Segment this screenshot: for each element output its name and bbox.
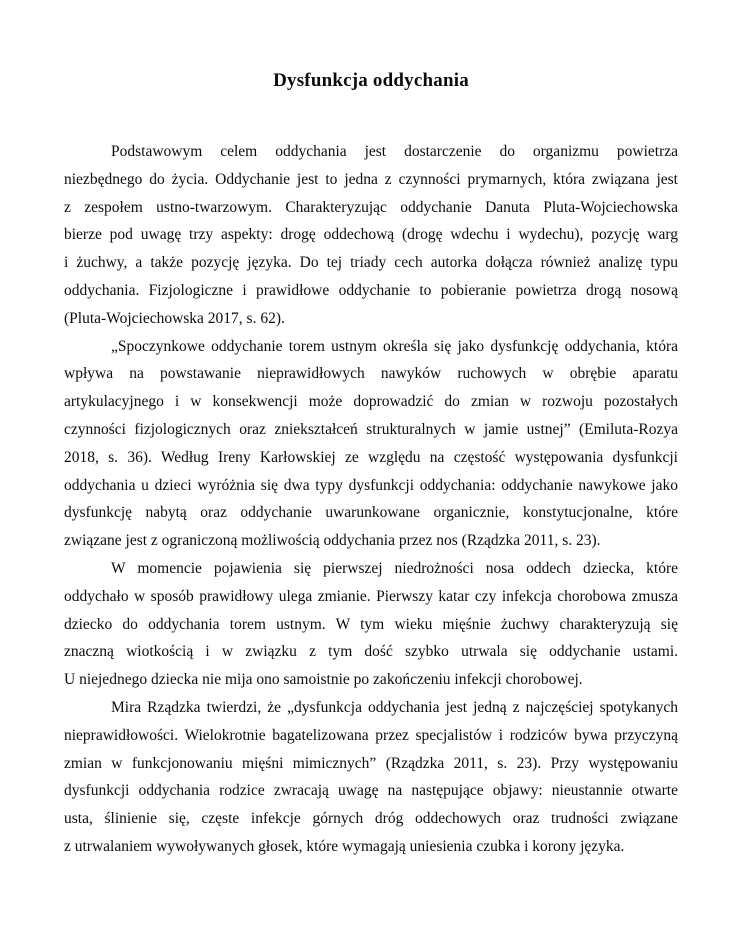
text-line: Mira Rządzka twierdzi, że „dysfunkcja oddychania jest jedną z najczęściej spotykanych — [111, 698, 678, 716]
document-title: Dysfunkcja oddychania — [273, 70, 469, 91]
text-line: bierze pod uwagę trzy aspekty: drogę oddechową (drogę wdechu i wydechu), pozycję warg — [64, 226, 678, 244]
text-line: oddychania. Fizjologiczne i prawidłowe oddychanie to pobieranie powietrza drogą nosową — [64, 281, 678, 299]
text-line: związane jest z ograniczoną możliwością oddychania przez nos (Rządzka 2011, s. 23). — [64, 532, 601, 550]
text-line: W momencie pojawienia się pierwszej niedrożności nosa oddech dziecka, które — [111, 559, 678, 577]
paragraph — [64, 333, 678, 555]
text-line: znaczną wiotkością i w związku z tym dość szybko utrwala się oddychanie ustami. — [64, 643, 678, 661]
text-line: dziecko do oddychania torem ustnym. W tym wieku mięśnie żuchwy charakteryzują się — [64, 615, 678, 633]
text-line: z utrwalaniem wywoływanych głosek, które wymagają uniesienia czubka i korony języka. — [64, 837, 625, 855]
text-line: wpływa na powstawanie nieprawidłowych nawyków ruchowych w obrębie aparatu — [64, 365, 678, 383]
text-line: dysfunkcji oddychania rodzice zwracają uwagę na następujące objawy: nieustannie otwarte — [64, 782, 678, 800]
text-line: U niejednego dziecka nie mija ono samoistnie po zakończeniu infekcji chorobowej. — [64, 671, 583, 689]
text-line: usta, ślinienie się, częste infekcje górnych dróg oddechowych oraz trudności związane — [64, 810, 678, 828]
text-line: dysfunkcję nabytą oraz oddychanie uwarunkowane organicznie, konstytucjonalne, które — [64, 504, 678, 522]
text-line: nieprawidłowości. Wielokrotnie bagatelizowana przez specjalistów i rodziców bywa przyczyną — [64, 726, 678, 744]
text-line: oddychało w sposób prawidłowy ulega zmianie. Pierwszy katar czy infekcja chorobowa zmusza — [64, 587, 678, 605]
text-line: oddychania u dzieci wyróżnia się dwa typy dysfunkcji oddychania: oddychanie nawykowe jako — [64, 476, 678, 494]
text-line: „Spoczynkowe oddychanie torem ustnym określa się jako dysfunkcję oddychania, która — [111, 337, 678, 355]
document-body — [64, 138, 678, 861]
text-line: (Pluta-Wojciechowska 2017, s. 62). — [64, 309, 285, 327]
text-line: 2018, s. 36). Według Ireny Karłowskiej ze względu na częstość występowania dysfunkcji — [64, 448, 678, 466]
text-line: artykulacyjnego i w konsekwencji może doprowadzić do zmian w rozwoju pozostałych — [64, 393, 678, 411]
text-line: niezbędnego do życia. Oddychanie jest to jedna z czynności prymarnych, która związana jest — [64, 170, 678, 188]
paragraph — [64, 694, 678, 861]
paragraph — [64, 555, 678, 694]
text-line: Podstawowym celem oddychania jest dostarczenie do organizmu powietrza — [111, 143, 678, 160]
text-line: zmian w funkcjonowaniu mięśni mimicznych” (Rządzka 2011, s. 23). Przy występowaniu — [64, 754, 678, 772]
text-line: i żuchwy, a także pozycję języka. Do tej triady cech autorka dołącza również analizę typu — [64, 254, 678, 272]
text-line: z zespołem ustno-twarzowym. Charakteryzując oddychanie Danuta Pluta-Wojciechowska — [64, 198, 678, 216]
text-line: czynności fizjologicznych oraz zniekształceń strukturalnych w jamie ustnej” (Emiluta-Rozya — [64, 420, 678, 438]
paragraph — [64, 138, 678, 333]
